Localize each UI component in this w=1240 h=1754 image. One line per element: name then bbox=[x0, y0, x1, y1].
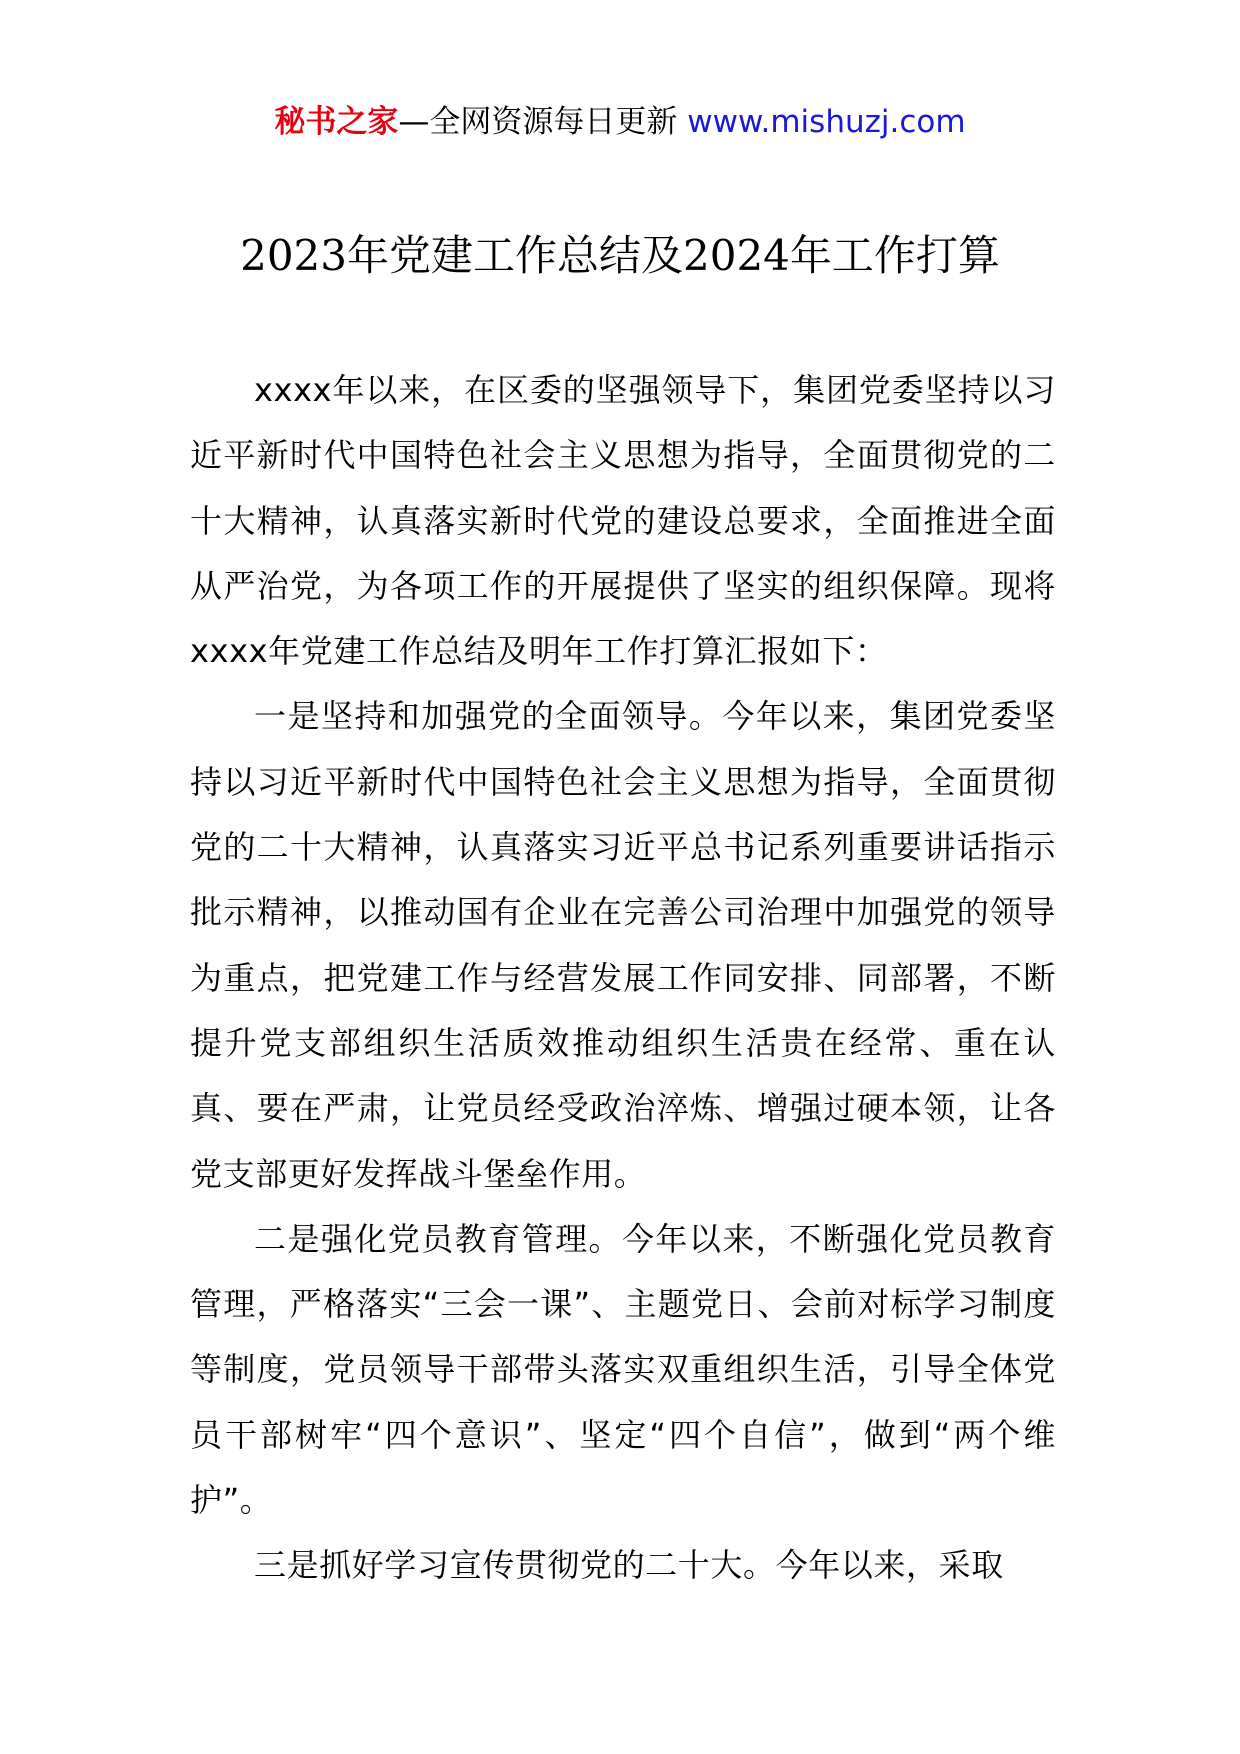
paragraph-intro: xxxx年以来，在区委的坚强领导下，集团党委坚持以习近平新时代中国特色社会主义思想为指导，全面贯彻党的二十大精神，认真落实新时代党的建设总要求，全面推进全面从严治党，为各项工作的开展提供了坚实的组织保障。现将xxxx年党建工作总结及明年工作打算汇报如下： bbox=[190, 371, 1056, 671]
site-brand: 秘书之家 bbox=[274, 104, 399, 140]
site-slogan: —全网资源每日更新 bbox=[398, 104, 688, 140]
site-header bbox=[0, 100, 1240, 144]
paragraph-study-promotion: 三是抓好学习宣传贯彻党的二十大。今年以来，采取 bbox=[254, 1546, 1004, 1585]
paragraph-member-education: 二是强化党员教育管理。今年以来，不断强化党员教育管理，严格落实“三会一课”、主题党日、会前对标学习制度等制度，党员领导干部带头落实双重组织生活，引导全体党员干部树牢“四个意识”、坚定“四个自信”，做到“两个维护”。 bbox=[190, 1219, 1056, 1520]
site-url-link[interactable]: www.mishuzj.com bbox=[687, 104, 966, 140]
document-body bbox=[190, 358, 1056, 1599]
paragraph-leadership: 一是坚持和加强党的全面领导。今年以来，集团党委坚持以习近平新时代中国特色社会主义思想为指导，全面贯彻党的二十大精神，认真落实习近平总书记系列重要讲话指示批示精神，以推动国有企业在完善公司治理中加强党的领导为重点，把党建工作与经营发展工作同安排、同部署，不断提升党支部组织生活质效推动组织生活贵在经常、重在认真、要在严肃，让党员经受政治淬炼、增强过硬本领，让各党支部更好发挥战斗堡垒作用。 bbox=[190, 697, 1056, 1193]
document-title: 2023年党建工作总结及2024年工作打算 bbox=[240, 231, 1000, 280]
